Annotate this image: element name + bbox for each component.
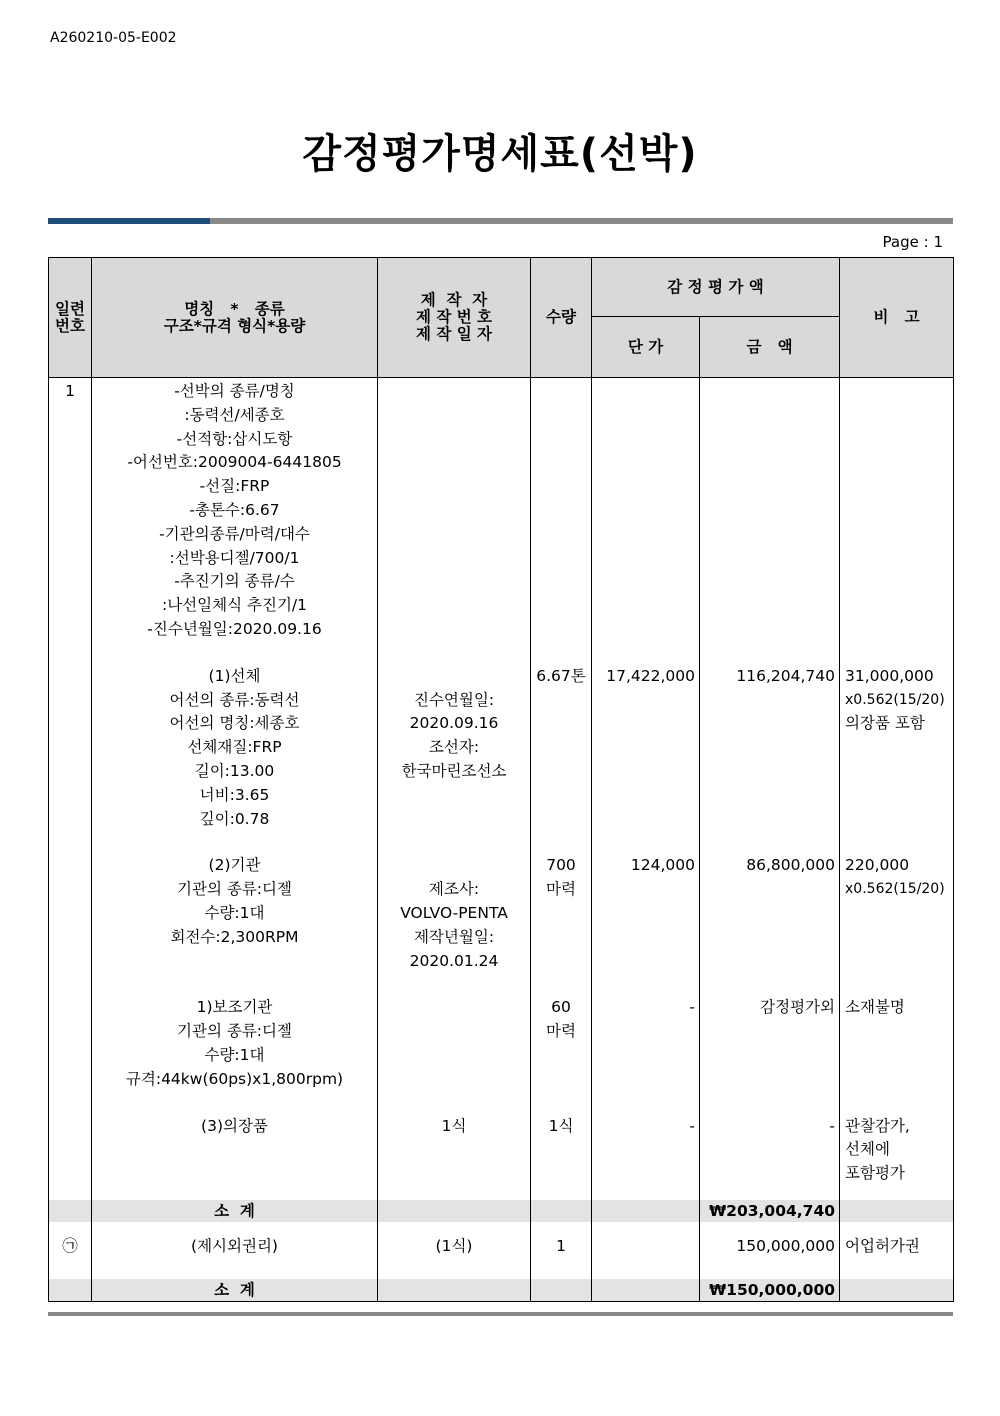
row-qty: [531, 973, 592, 1091]
row-name: [92, 1092, 378, 1200]
row-amount: -: [700, 1092, 840, 1200]
cell-line: -총톤수:6.67: [189, 500, 280, 519]
row-serial: [49, 642, 92, 832]
cell-line: 60: [551, 998, 571, 1017]
row-maker: [378, 642, 531, 832]
cell-line: [378, 854, 530, 878]
subtotal-blank: [378, 1200, 531, 1222]
cell-line: 수량:1대: [204, 1045, 265, 1064]
header-name: 명칭 * 종류 구조*규격 형식*용량: [92, 258, 378, 378]
row-remark: [840, 973, 954, 1091]
row-remark: [840, 378, 954, 642]
table-row: [49, 973, 954, 1091]
header-qty: 수량: [531, 258, 592, 378]
row-unit-price: 124,000: [592, 831, 700, 973]
cell-line: :나선일체식 추진기/1: [161, 596, 308, 615]
row-qty: [531, 642, 592, 832]
cell-line: 2020.01.24: [409, 951, 499, 970]
cell-line: 포함평가: [845, 1164, 905, 1183]
row-qty: 1: [531, 1222, 592, 1279]
header-remark: 비 고: [840, 258, 954, 378]
cell-line: 제작년월일:: [413, 927, 495, 946]
cell-line: (1)선체: [208, 666, 261, 685]
cell-line: -추진기의 종류/수: [174, 572, 295, 591]
header-unit-price: 단 가: [592, 317, 700, 378]
row-amount: [700, 378, 840, 642]
header-amount: 금 액: [700, 317, 840, 378]
cell-line: -선박의 종류/명칭: [174, 382, 295, 400]
table-row: [49, 1222, 954, 1279]
cell-line: 어선의 명칭:세종호: [169, 714, 300, 733]
row-amount: 86,800,000: [700, 831, 840, 973]
row-maker: [378, 831, 531, 973]
cell-line: 1식: [441, 1116, 467, 1135]
cell-line: x0.562(15/20): [845, 691, 945, 708]
row-serial: [49, 1092, 92, 1200]
page-number: Page : 1: [882, 233, 943, 251]
row-qty: [531, 831, 592, 973]
cell-line: 700: [546, 856, 576, 875]
cell-line: 관찰감가,: [845, 1116, 910, 1135]
cell-line: 수량:1대: [204, 903, 265, 922]
row-remark: [840, 1092, 954, 1200]
row-amount: 150,000,000: [700, 1222, 840, 1279]
cell-line: 기관의 종류:디젤: [177, 880, 292, 899]
subtotal-label: 소 계: [92, 1279, 378, 1302]
cell-line: :동력선/세종호: [184, 405, 285, 424]
subtotal-blank: [592, 1200, 700, 1222]
cell-line: 어선의 종류:동력선: [169, 690, 300, 709]
row-qty: [531, 378, 592, 642]
cell-line: 길이:13.00: [194, 761, 275, 780]
cell-line: x0.562(15/20): [845, 881, 945, 898]
cell-line: 회전수:2,300RPM: [170, 927, 299, 946]
table-row: [49, 642, 954, 832]
subtotal-blank: [378, 1279, 531, 1302]
subtotal-blank: [592, 1279, 700, 1302]
header-appraisal: 감 정 평 가 액: [592, 258, 840, 317]
cell-line: 한국마린조선소: [401, 761, 507, 780]
cell-line: 기관의 종류:디젤: [177, 1022, 292, 1041]
cell-line: 2020.09.16: [409, 714, 499, 733]
subtotal-label: 소 계: [92, 1200, 378, 1222]
cell-line: (2)기관: [208, 856, 261, 875]
row-maker: [378, 378, 531, 642]
subtotal-blank: [531, 1200, 592, 1222]
row-unit-price: -: [592, 973, 700, 1091]
page-title: 감정평가명세표(선박): [302, 131, 698, 177]
row-unit-price: 17,422,000: [592, 642, 700, 832]
cell-line: 선체재질:FRP: [187, 738, 282, 757]
cell-line: 진수연월일:: [413, 690, 495, 709]
table-row: [49, 1092, 954, 1200]
cell-line: [378, 665, 530, 689]
row-qty: [531, 1092, 592, 1200]
cell-line: 31,000,000: [845, 666, 934, 685]
cell-line: :선박용디젤/700/1: [169, 548, 300, 567]
document-id: A260210-05-E002: [50, 30, 177, 46]
cell-line: 규격:44kw(60ps)x1,800rpm): [125, 1069, 344, 1088]
cell-line: VOLVO-PENTA: [400, 903, 508, 922]
header-maker: 제 작 자 제 작 번 호 제 작 일 자: [378, 258, 531, 378]
subtotal-row: [49, 1279, 954, 1302]
cell-line: -선질:FRP: [199, 477, 270, 496]
subtotal-blank: [531, 1279, 592, 1302]
row-amount: 감정평가외: [700, 973, 840, 1091]
table-row: [49, 831, 954, 973]
row-unit-price: [592, 1222, 700, 1279]
row-serial: ㉠: [49, 1222, 92, 1279]
table-row: [49, 378, 954, 642]
cell-line: 1)보조기관: [196, 998, 273, 1017]
cell-line: -기관의종류/마력/대수: [159, 524, 310, 543]
row-serial: [49, 973, 92, 1091]
footer-divider: [48, 1312, 953, 1316]
row-serial: 1: [49, 378, 92, 642]
row-name: [92, 378, 378, 642]
row-unit-price: -: [592, 1092, 700, 1200]
cell-line: 선체에: [845, 1140, 890, 1159]
row-name: [92, 642, 378, 832]
cell-line: -선적항:삽시도항: [176, 429, 293, 448]
title-divider-accent: [48, 218, 210, 224]
cell-line: -어선번호:2009004-6441805: [127, 453, 342, 472]
row-name: [92, 831, 378, 973]
row-name: (제시외권리): [92, 1222, 378, 1279]
row-name: [92, 973, 378, 1091]
row-remark: 어업허가권: [840, 1222, 954, 1279]
cell-line: (3)의장품: [201, 1116, 268, 1135]
subtotal-blank: [840, 1279, 954, 1302]
subtotal-row: [49, 1200, 954, 1222]
cell-line: 220,000: [845, 856, 910, 875]
subtotal-amount: ₩203,004,740: [700, 1200, 840, 1222]
title-divider: [48, 218, 953, 224]
row-maker: [378, 1092, 531, 1200]
cell-line: 마력: [546, 880, 576, 899]
cell-line: 제조사:: [428, 880, 480, 899]
cell-line: 6.67톤: [536, 666, 586, 685]
subtotal-blank: [49, 1279, 92, 1302]
cell-line: 소재불명: [845, 998, 905, 1017]
row-maker: [378, 973, 531, 1091]
row-unit-price: [592, 378, 700, 642]
row-serial: [49, 831, 92, 973]
subtotal-blank: [840, 1200, 954, 1222]
subtotal-blank: [49, 1200, 92, 1222]
row-amount: 116,204,740: [700, 642, 840, 832]
cell-line: 의장품 포함: [845, 714, 925, 733]
header-serial: 일련 번호: [49, 258, 92, 378]
row-remark: [840, 642, 954, 832]
cell-line: 1식: [548, 1116, 574, 1135]
row-remark: [840, 831, 954, 973]
subtotal-amount: ₩150,000,000: [700, 1279, 840, 1302]
cell-line: 마력: [546, 1022, 576, 1041]
cell-line: 조선자:: [428, 738, 480, 757]
cell-line: 너비:3.65: [199, 785, 270, 804]
row-maker: (1식): [378, 1222, 531, 1279]
cell-line: -진수년월일:2020.09.16: [147, 619, 322, 638]
appraisal-table: [48, 257, 954, 1302]
cell-line: 깊이:0.78: [199, 809, 270, 828]
